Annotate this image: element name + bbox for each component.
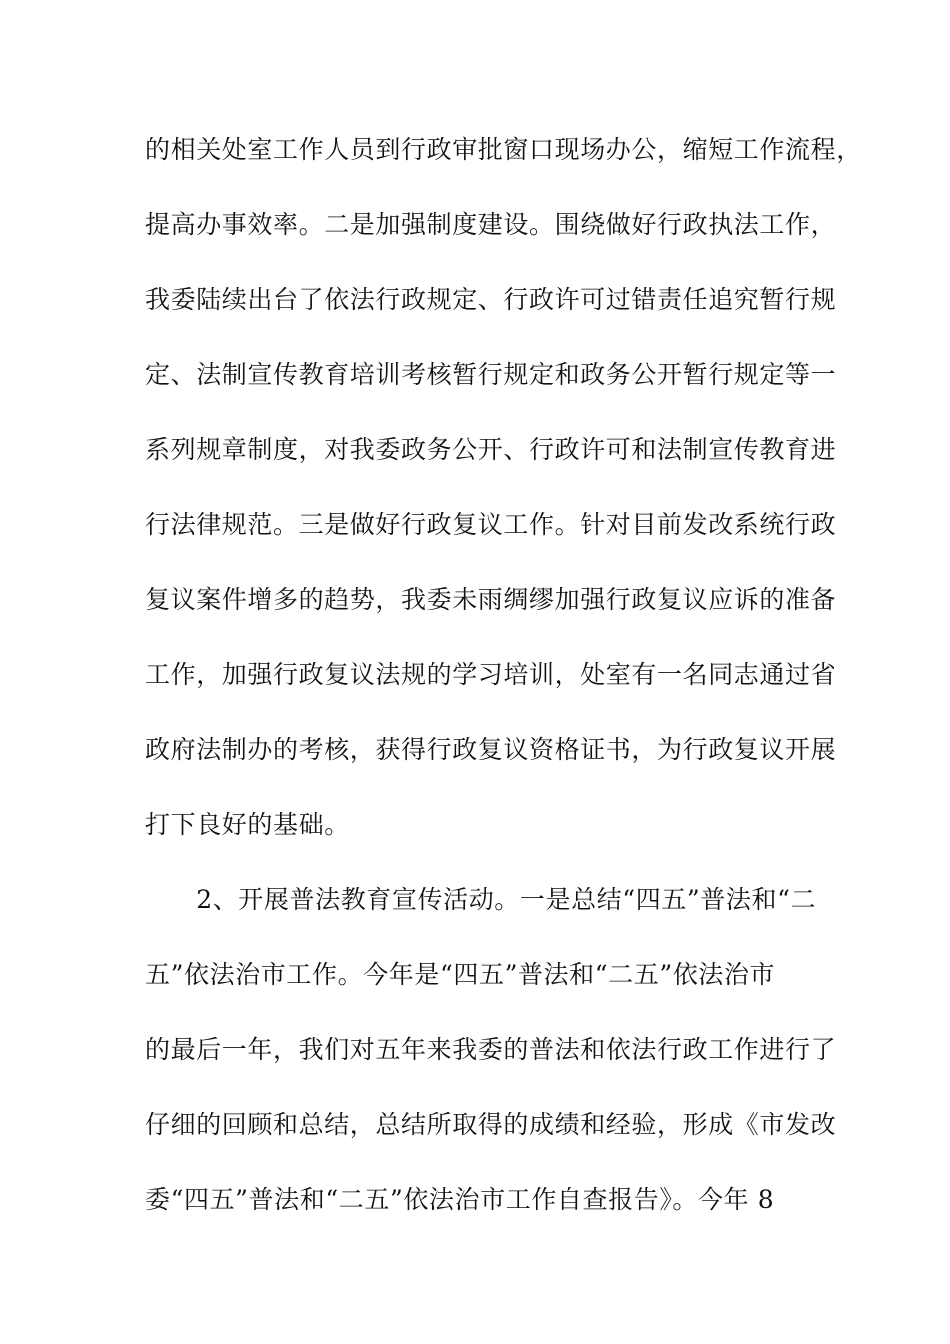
text-line: 定、法制宣传教育培训考核暂行规定和政务公开暂行规定等一 [145, 360, 837, 389]
text-line: 五”依法治市工作。今年是“四五”普法和“二五”依法治市 [145, 960, 776, 989]
text-line: 行法律规范。三是做好行政复议工作。针对目前发改系统行政 [145, 510, 837, 539]
text-line: 复议案件增多的趋势，我委未雨绸缪加强行政复议应诉的准备 [145, 585, 837, 614]
text-line: 仔细的回顾和总结，总结所取得的成绩和经验，形成《市发改 [145, 1110, 837, 1139]
text-line: 系列规章制度，对我委政务公开、行政许可和法制宣传教育进 [145, 435, 837, 464]
text-line: 的相关处室工作人员到行政审批窗口现场办公，缩短工作流程， [145, 135, 862, 164]
text-line: 打下良好的基础。 [145, 810, 350, 839]
paragraph-start-line: 2、开展普法教育宣传活动。一是总结“四五”普法和“二 [145, 885, 817, 914]
text-line: 政府法制办的考核，获得行政复议资格证书，为行政复议开展 [145, 735, 837, 764]
text-line: 提高办事效率。二是加强制度建设。围绕做好行政执法工作， [145, 210, 837, 239]
text-line: 工作，加强行政复议法规的学习培训，处室有一名同志通过省 [145, 660, 837, 689]
text-line: 的最后一年，我们对五年来我委的普法和依法行政工作进行了 [145, 1035, 837, 1064]
text-line: 我委陆续出台了依法行政规定、行政许可过错责任追究暂行规 [145, 285, 837, 314]
text-line: 委“四五”普法和“二五”依法治市工作自查报告》。今年 8 [145, 1185, 775, 1214]
